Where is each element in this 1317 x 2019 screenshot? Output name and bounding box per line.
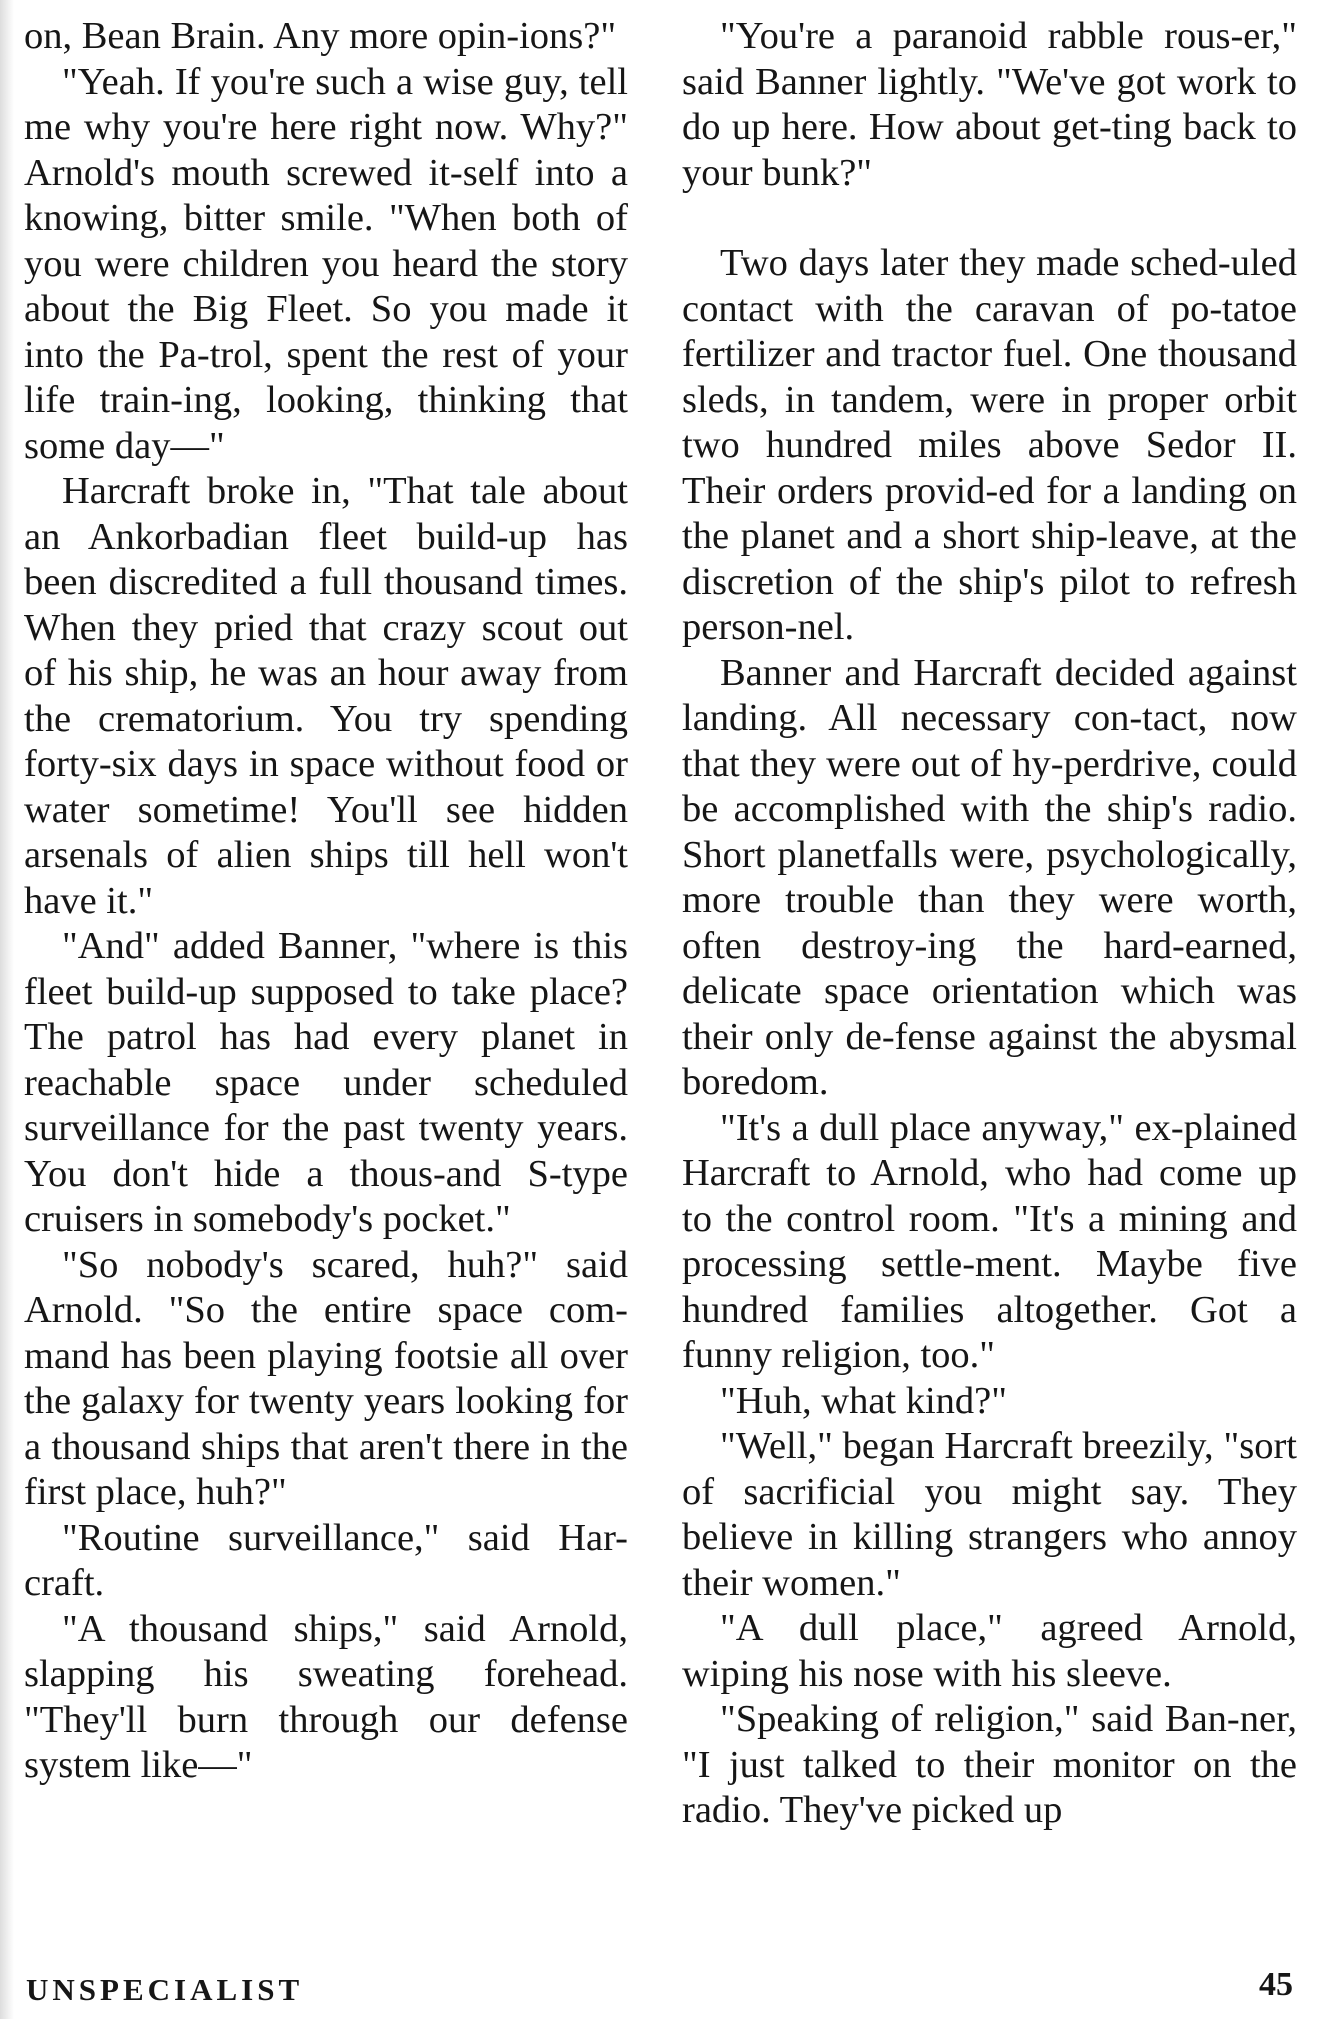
paragraph: on, Bean Brain. Any more opin-ions?" [24, 15, 617, 57]
paragraph: "You're a paranoid rabble rous-er," said Banner lightly. "We've got work to do up here. How about get-ting back to your bunk?" [682, 15, 1297, 194]
paragraph: "Huh, what kind?" [720, 1379, 1007, 1422]
left-text-column [24, 14, 628, 1789]
paragraph: "So nobody's scared, huh?" said Arnold. "So the entire space com-mand has been playing footsie all over the galaxy for twenty years looking for a thousand ships that aren't there in the first place, huh?" [24, 1243, 628, 1513]
paragraph: "Yeah. If you're such a wise guy, tell me why you're here right now. Why?" Arnold's mouth screwed it-self into a knowing, bitter smile. "When both of you were children you heard the story about the Big Fleet. So you made it into the Pa-trol, spent the rest of your life train-ing, looking, thinking that some day—" [24, 60, 628, 467]
paragraph: "Well," began Harcraft breezily, "sort of sacrificial you might say. They believe in killing strangers who annoy their women." [682, 1425, 1297, 1604]
paragraph: "Speaking of religion," said Ban-ner, "I just talked to their monitor on the radio. They've picked up [682, 1698, 1297, 1831]
paragraph: "A dull place," agreed Arnold, wiping his nose with his sleeve. [682, 1607, 1297, 1695]
paragraph: Two days later they made sched-uled contact with the caravan of po-tatoe fertilizer and tractor fuel. One thousand sleds, in tandem, were in proper orbit two hundred miles above Sedor II. Their orders provid-ed for a landing on the planet and a short ship-leave, at the discretion of the ship's pilot to refresh person-nel. [682, 242, 1297, 648]
paragraph: "Routine surveillance," said Har-craft. [24, 1516, 628, 1604]
paragraph: "It's a dull place anyway," ex-plained Harcraft to Arnold, who had come up to the control room. "It's a mining and processing settle-ment. Maybe five hundred families altogether. Got a funny religion, too." [682, 1106, 1297, 1376]
right-text-column [682, 14, 1297, 1834]
running-footer-title: UNSPECIALIST [26, 1972, 304, 2007]
paragraph: Harcraft broke in, "That tale about an Ankorbadian fleet build-up has been discredited a full thousand times. When they pried that crazy scout out of his ship, he was an hour away from the crematorium. You try spending forty-six days in space without food or water sometime! You'll see hidden arsenals of alien ships till hell won't have it." [24, 470, 628, 922]
paragraph: "And" added Banner, "where is this fleet build-up supposed to take place? The patrol has had every planet in reachable space under scheduled surveillance for the past twenty years. You don't hide a thous-and S-type cruisers in somebody's pocket." [24, 925, 628, 1240]
section-break [682, 196, 1297, 241]
page-number: 45 [1259, 1966, 1293, 2003]
paragraph: "A thousand ships," said Arnold, slapping his sweating forehead. "They'll burn through our defense system like—" [24, 1607, 628, 1786]
paragraph: Banner and Harcraft decided against landing. All necessary con-tact, now that they were out of hy-perdrive, could be accomplished with the ship's radio. Short planetfalls were, psychologically, more trouble than they were worth, often destroy-ing the hard-earned, delicate space orientation which was their only de-fense against the abysmal boredom. [682, 651, 1297, 1103]
page-binding-shadow [0, 0, 14, 2019]
